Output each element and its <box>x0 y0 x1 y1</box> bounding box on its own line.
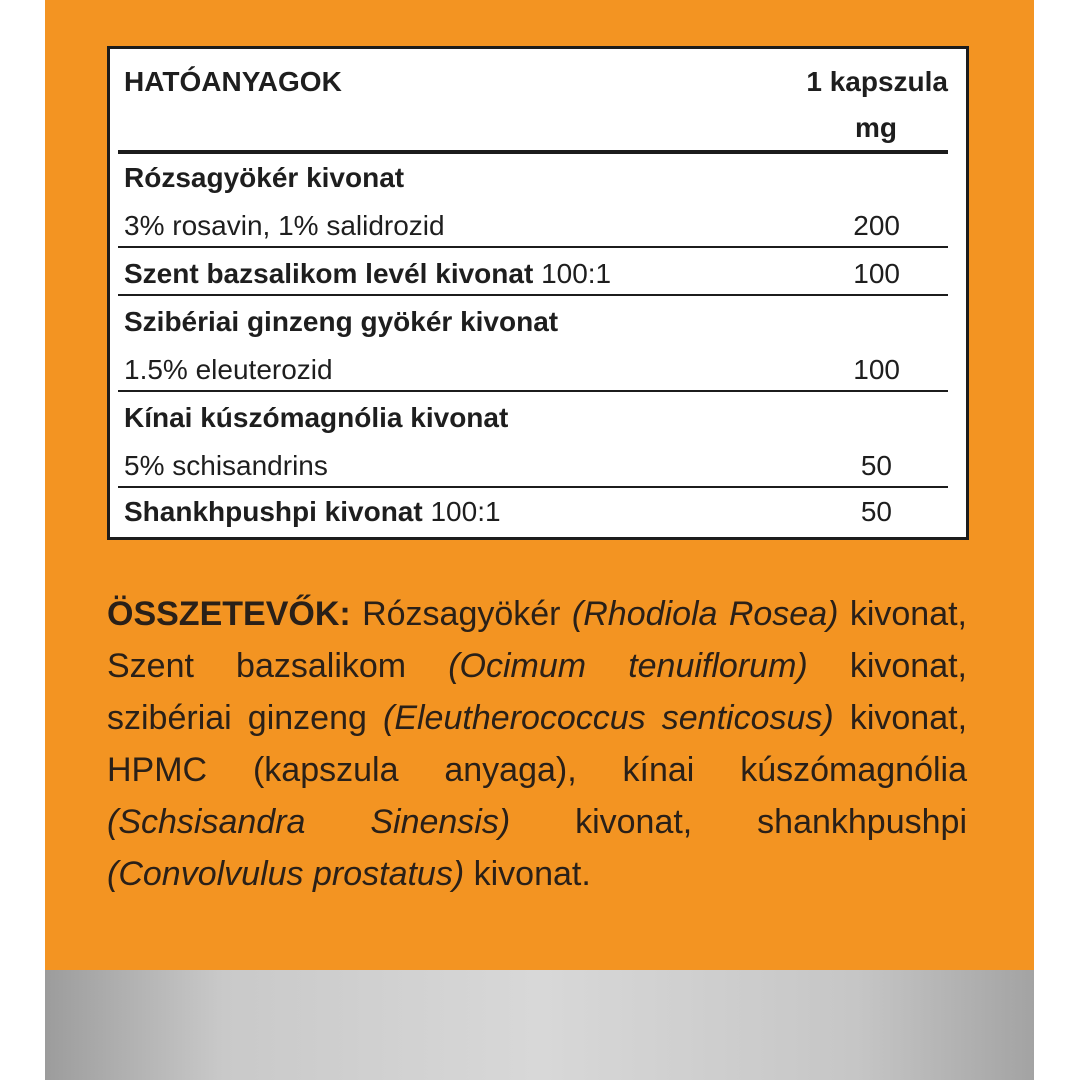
table-header-ingredients: HATÓANYAGOK <box>124 66 342 97</box>
row-divider <box>118 294 948 296</box>
row-value-5: 50 <box>860 496 892 527</box>
latin-name: (Convolvulus prostatus) <box>107 855 465 893</box>
composition-text: Rózsagyökér <box>350 595 572 633</box>
composition-text: kivonat, szibériai ginzeng <box>107 647 967 737</box>
row-name-2: Szent bazsalikom levél kivonat <box>124 258 534 289</box>
row-value-3: 100 <box>853 354 900 385</box>
row-divider <box>118 486 948 488</box>
latin-name: (Rhodiola Rosea) <box>571 595 839 633</box>
row-detail-1: 3% rosavin, 1% salidrozid <box>124 210 445 241</box>
row-detail-3: 1.5% eleuterozid <box>124 354 333 385</box>
row-value-1: 200 <box>853 210 900 241</box>
row-detail-5: 100:1 <box>430 496 501 527</box>
composition-text: kivonat, Szent bazsalikom <box>107 595 967 685</box>
latin-name: (Schsisandra Sinensis) <box>107 803 511 841</box>
row-value-4: 50 <box>860 450 892 481</box>
latin-name: (Ocimum tenuiflorum) <box>448 647 808 685</box>
row-value-2: 100 <box>853 258 900 289</box>
header-divider <box>118 150 948 154</box>
row-detail-2: 100:1 <box>541 258 612 289</box>
composition-label: ÖSSZETEVŐK: <box>107 595 351 633</box>
row-divider <box>118 390 948 392</box>
row-name-4: Kínai kúszómagnólia kivonat <box>124 402 509 433</box>
ingredients-paragraph <box>107 588 967 900</box>
composition-text: kivonat. <box>464 855 591 893</box>
table-header-per-capsule: 1 kapszula <box>806 66 948 97</box>
latin-name: (Eleutherococcus senticosus) <box>383 699 834 737</box>
row-5 <box>124 496 501 528</box>
table-header-unit: mg <box>855 112 897 143</box>
row-2 <box>124 258 611 290</box>
row-detail-4: 5% schisandrins <box>124 450 328 481</box>
row-name-1: Rózsagyökér kivonat <box>124 162 405 193</box>
row-name-5: Shankhpushpi kivonat <box>124 496 423 527</box>
row-name-3: Szibériai ginzeng gyökér kivonat <box>124 306 559 337</box>
gray-bottom-strip <box>45 970 1034 1080</box>
composition-text: kivonat, HPMC (kapszula anyaga), kínai kúszómagnólia <box>107 699 968 789</box>
row-divider <box>118 246 948 248</box>
composition-text: kivonat, shankhpushpi <box>510 803 967 841</box>
